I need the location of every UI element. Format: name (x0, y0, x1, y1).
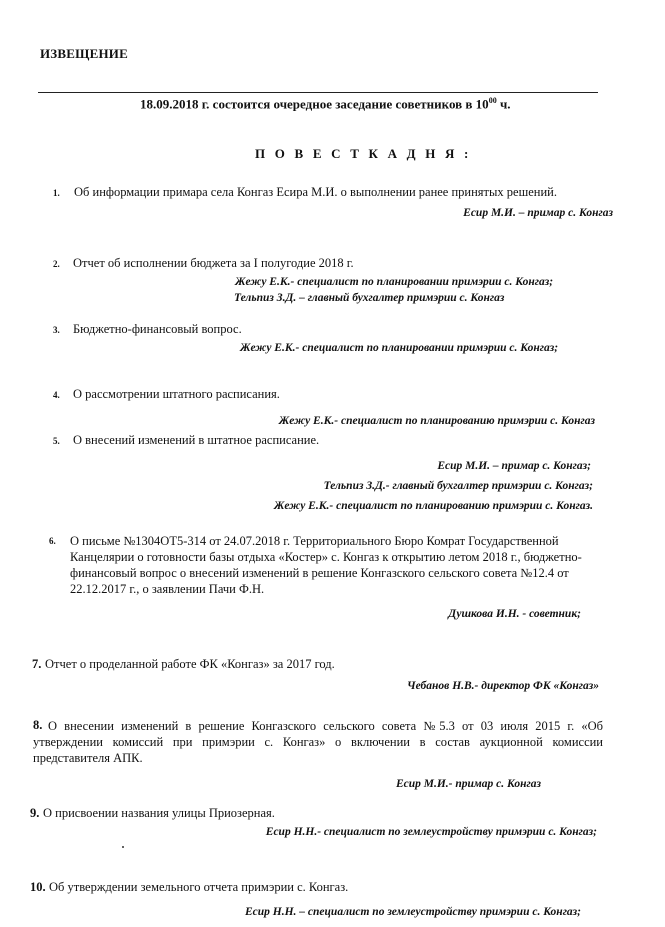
meeting-text: 18.09.2018 г. состоится очередное заседание советников в 10 (140, 96, 489, 112)
item-responsible: Есир М.И.- примар с. Конгаз (395, 778, 541, 790)
item-number: 9. (30, 806, 40, 820)
item-responsible: Жежу Е.К.- специалист по планировании примэрии с. Конгаз; (235, 276, 554, 288)
item-responsible: Есир М.И. – примар с. Конгаз; (437, 460, 591, 472)
item-number: 5. (53, 436, 60, 446)
item-responsible: Чебанов Н.В.- директор ФК «Конгаз» (407, 680, 599, 692)
item-text: О рассмотрении штатного расписания. (73, 387, 280, 401)
item-number: 6. (49, 536, 56, 546)
item-number: 4. (53, 390, 60, 400)
item-responsible: Есир Н.Н.- специалист по землеустройству примэрии с. Конгаз; (265, 826, 597, 838)
item-responsible: Жежу Е.К.- специалист по планированию примэрии с. Конгаз (278, 415, 595, 427)
item-number: 3. (53, 325, 60, 335)
meeting-suffix: ч. (496, 96, 511, 112)
item-text: Отчет об исполнении бюджета за I полугодие 2018 г. (73, 256, 354, 270)
item-number: 8. (33, 718, 43, 732)
agenda-title: П О В Е С Т К А Д Н Я : (255, 146, 472, 161)
item-text: О присвоении названия улицы Приозерная. (43, 806, 275, 820)
item-number: 2. (53, 259, 60, 269)
meeting-announcement (140, 96, 511, 112)
item-text: О внесении изменений в решение Конгазского сельского совета №5.3 от 03 июля 2015 г. «Об утверждении комиссий при примэрии с. Конгаз» о включении в состав аукционной комиссии представителя АПК. (33, 719, 603, 765)
item-number: 7. (32, 657, 42, 671)
item-number: 10. (30, 880, 46, 894)
item-text: Об информации примара села Конгаз Есира М.И. о выполнении ранее принятых решений. (74, 185, 557, 199)
item-text: О внесений изменений в штатное расписание. (73, 433, 320, 447)
item-text: Бюджетно-финансовый вопрос. (73, 322, 242, 336)
item-responsible: Есир Н.Н. – специалист по землеустройству примэрии с. Конгаз; (245, 906, 581, 918)
notice-title: ИЗВЕЩЕНИЕ (40, 46, 128, 61)
item-text: Отчет о проделанной работе ФК «Конгаз» за 2017 год. (45, 657, 335, 671)
item-responsible: Жежу Е.К.- специалист по планировании примэрии с. Конгаз; (240, 342, 559, 354)
item-text: О письме №1304ОТ5-314 от 24.07.2018 г. Территориального Бюро Комрат Государственной Канцелярии о готовности базы отдыха «Костер» с. Конгаз к открытию летом 2018 г., бюджетно-финансовый вопрос о внесений изменений в решение Конгазского сельского совета №12.4 от 22.12.2017 г., о заявлении Пачи Ф.Н. (70, 534, 582, 596)
scan-speck (122, 846, 124, 848)
item-responsible: Тельпиз З.Д. – главный бухгалтер примэрии с. Конгаз (234, 292, 505, 304)
meeting-time-sup: 00 (488, 96, 497, 105)
item-number: 1. (53, 188, 60, 198)
item-responsible: Есир М.И. – примар с. Конгаз (463, 207, 613, 219)
item-responsible: Тельпиз З.Д.- главный бухгалтер примэрии с. Конгаз; (323, 480, 593, 492)
item-text: Об утверждении земельного отчета примэрии с. Конгаз. (49, 880, 349, 894)
item-responsible: Душкова И.Н. - советник; (448, 608, 581, 620)
item-responsible: Жежу Е.К.- специалист по планированию примэрии с. Конгаз. (273, 500, 593, 512)
header-rule (38, 92, 598, 93)
